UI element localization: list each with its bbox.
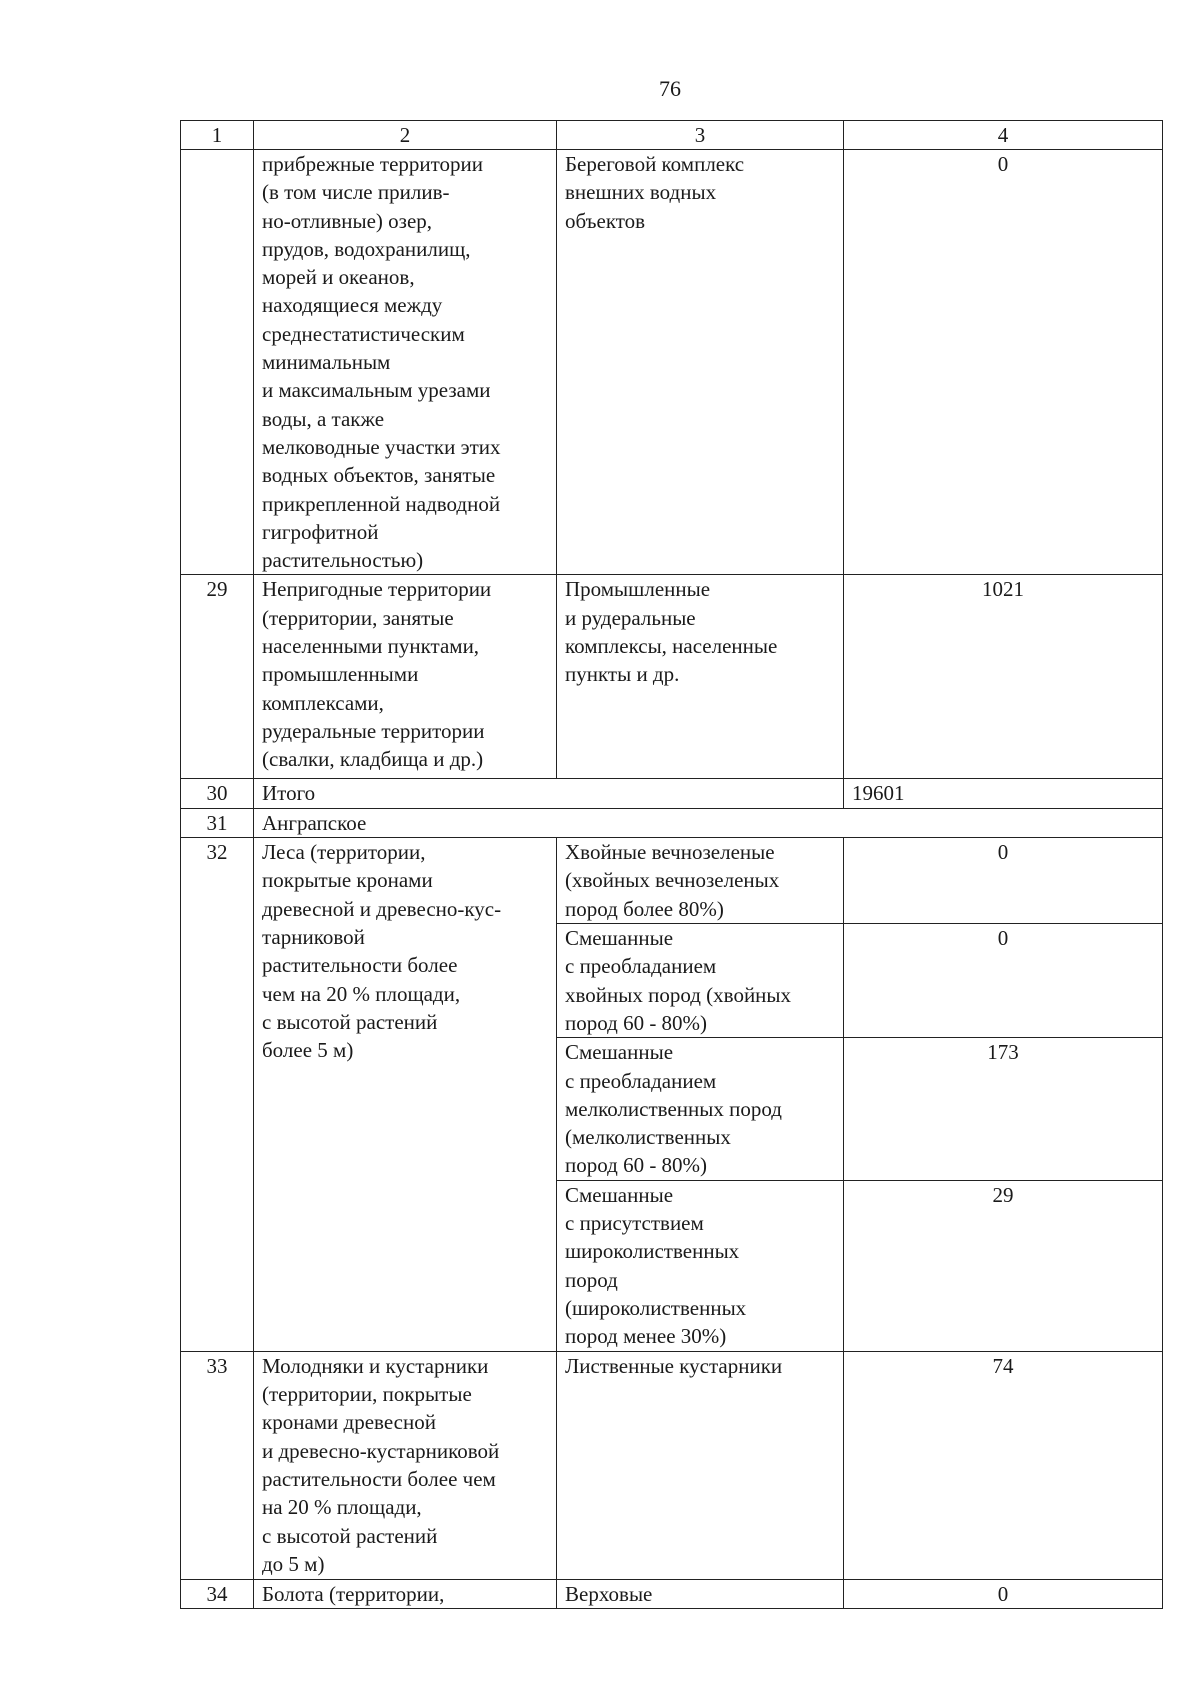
header-cell: 1 (181, 121, 254, 150)
row-number: 29 (181, 575, 254, 779)
row-number: 32 (181, 838, 254, 1352)
total-label: Итого (254, 779, 844, 808)
total-value: 19601 (844, 779, 1163, 808)
landscape-type: Промышленные и рудеральные комплексы, населенные пункты и др. (557, 575, 844, 779)
area-value: 173 (844, 1038, 1163, 1180)
landscape-type: Лиственные кустарники (557, 1351, 844, 1579)
landscape-type: Береговой комплекс внешних водных объектов (557, 150, 844, 575)
table-row (181, 808, 1163, 837)
area-value: 1021 (844, 575, 1163, 779)
land-category: прибрежные территории (в том числе прилив- но-отливные) озер, прудов, водохранилищ, морей и океанов, находящиеся между среднестатистическим минимальным и максимальным урезами воды, а также мелководные участки этих водных объектов, занятые прикрепленной надводной гигрофитной растительностью) (254, 150, 557, 575)
landscape-type: Смешанные с преобладанием хвойных пород (хвойных пород 60 - 80%) (557, 924, 844, 1038)
table-row (181, 1351, 1163, 1579)
data-table (180, 120, 1163, 1609)
area-value: 0 (844, 838, 1163, 924)
area-value: 74 (844, 1351, 1163, 1579)
row-number: 31 (181, 808, 254, 837)
table-row (181, 575, 1163, 779)
land-category: Молодняки и кустарники (территории, покрытые кронами древесной и древесно-кустарниковой растительности более чем на 20 % площади, с высотой растений до 5 м) (254, 1351, 557, 1579)
landscape-type: Смешанные с преобладанием мелколиственных пород (мелколиственных пород 60 - 80%) (557, 1038, 844, 1180)
landscape-type: Хвойные вечнозеленые (хвойных вечнозеленых пород более 80%) (557, 838, 844, 924)
page-number: 76 (659, 76, 681, 101)
land-category: Болота (территории, (254, 1579, 557, 1608)
row-number: 33 (181, 1351, 254, 1579)
area-value: 29 (844, 1180, 1163, 1351)
table-row (181, 1579, 1163, 1608)
header-cell: 2 (254, 121, 557, 150)
landscape-type: Смешанные с присутствием широколиственных пород (широколиственных пород менее 30%) (557, 1180, 844, 1351)
area-value: 0 (844, 924, 1163, 1038)
table-row (181, 150, 1163, 575)
land-category: Леса (территории, покрытые кронами древесной и древесно-кус- тарниковой растительности более чем на 20 % площади, с высотой растений более 5 м) (254, 838, 557, 1352)
row-number: 30 (181, 779, 254, 808)
landscape-type: Верховые (557, 1579, 844, 1608)
table-row (181, 838, 1163, 924)
row-number (181, 150, 254, 575)
area-value: 0 (844, 150, 1163, 575)
table-header-row (181, 121, 1163, 150)
land-category: Непригодные территории (территории, занятые населенными пунктами, промышленными комплексами, рудеральные территории (свалки, кладбища и др.) (254, 575, 557, 779)
header-cell: 3 (557, 121, 844, 150)
row-number: 34 (181, 1579, 254, 1608)
header-cell: 4 (844, 121, 1163, 150)
district-name: Анграпское (254, 808, 1163, 837)
area-value: 0 (844, 1579, 1163, 1608)
table-row (181, 779, 1163, 808)
